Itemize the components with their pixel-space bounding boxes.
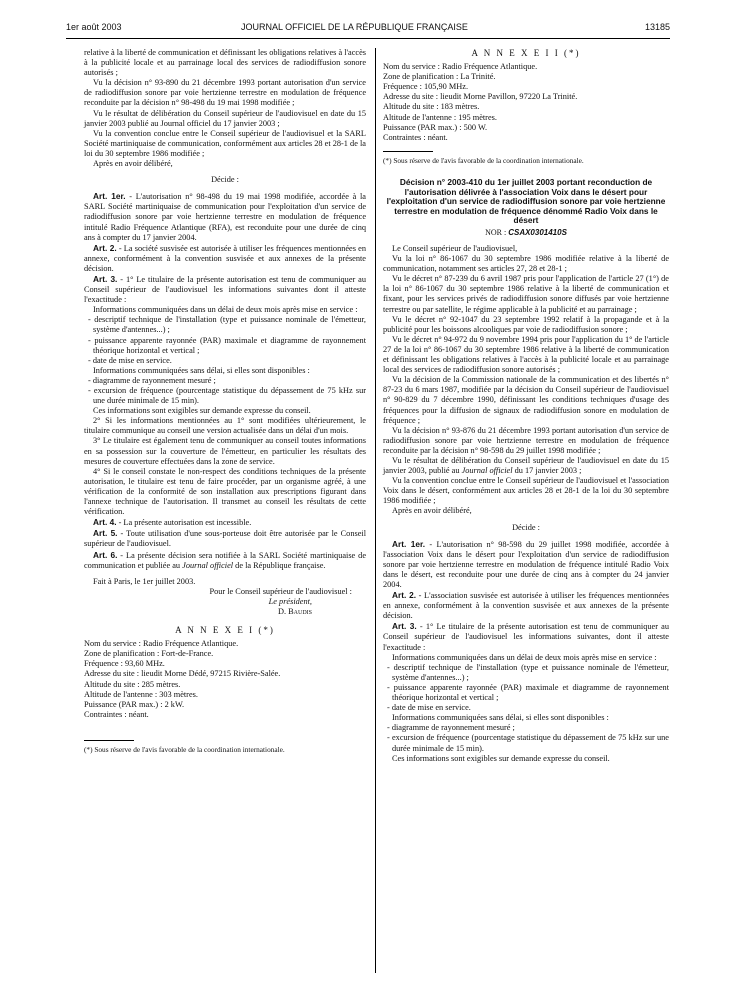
article-text: - L'autorisation n° 98-498 du 19 mai 1998 modifiée, accordée à la SARL Société martiniquaise de communication pour l'exploitation d'un service de radiodiffusion sonore par voie hertzienne terrestre en modulation de fréquence intitulé Radio Fréquence Atlantique (RFA), est reconduite pour une durée de cinq ans à compter du 17 janvier 2004. xyxy=(84,192,366,242)
list-item: - puissance apparente rayonnée (PAR) maximale et diagramme de rayonnement théorique horizontal et vertical ; xyxy=(387,682,669,703)
journal-officiel-ref: Journal officiel xyxy=(182,560,234,570)
list-item: - date de mise en service. xyxy=(88,355,172,365)
body-paragraph: Ces informations sont exigibles sur demande expresse du conseil. xyxy=(93,406,311,416)
footnote-rule xyxy=(84,740,134,741)
list-item: - puissance apparente rayonnée (PAR) maximale et diagramme de rayonnement théorique horizontal et vertical ; xyxy=(88,335,366,355)
body-paragraph: 4° Si le conseil constate le non-respect des conditions techniques de la présente autorisation, le titulaire est tenu de faire procéder, par un organisme agréé, à une vérification de la conformité de son installation aux prescriptions figurant dans l'annexe technique de l'autorisation. Il transmet au conseil les résultats de cette vérification. xyxy=(84,466,366,517)
annex-line: Altitude du site : 183 mètres. xyxy=(383,102,480,112)
intro-paragraph: relative à la liberté de communication et définissant les obligations relatives à l'accès à la publicité locale et au parrainage local des services de radiodiffusion sonore autorisés ; xyxy=(84,48,366,78)
article-label: Art. 3. xyxy=(93,273,118,284)
article-text: - La société susvisée est autorisée à utiliser les fréquences mentionnées en annexe, conformément à la convention susvisée et aux annexes de la présente décision. xyxy=(84,243,366,273)
left-column xyxy=(84,48,366,755)
article-label: Art. 1er. xyxy=(392,538,426,549)
signature-authority: Pour le Conseil supérieur de l'audiovisuel : xyxy=(209,586,352,596)
annex-line: Adresse du site : lieudit Morne Pavillon, 97220 La Trinité. xyxy=(383,92,578,102)
visa-paragraph: Vu le décret n° 92-1047 du 23 septembre 1992 relatif à la propagande et à la publicité pour les boissons alcooliques par voie de radiodiffusion sonore ; xyxy=(383,314,669,334)
column-divider xyxy=(375,48,376,973)
intro-paragraph: Vu la convention conclue entre le Conseil supérieur de l'audiovisuel et la SARL Société martiniquaise de communication, conformément aux articles 28 et 28-1 de la loi du 30 septembre 1986 modifiée ; xyxy=(84,128,366,158)
article-label: Art. 1er. xyxy=(93,191,126,202)
article-label: Art. 4. xyxy=(93,517,117,528)
article-text: - 1° Le titulaire de la présente autorisation est tenu de communiquer au Conseil supérieur de l'audiovisuel les informations suivantes dont il atteste l'exactitude : xyxy=(84,274,367,305)
right-column xyxy=(383,48,669,764)
nor-label: NOR : xyxy=(485,227,509,237)
intro-paragraph: Vu le résultat de délibération du Conseil supérieur de l'audiovisuel en date du 15 janvier 2003 publié au Journal officiel du 17 janvier 2003 ; xyxy=(84,108,366,128)
info-heading: Informations communiquées dans un délai de deux mois après mise en service : xyxy=(392,652,657,662)
body-paragraph: 2° Si les informations mentionnées au 1° sont modifiées ultérieurement, le titulaire communique au conseil une version actualisée dans un délai d'un mois. xyxy=(84,416,366,436)
list-item: - descriptif technique de l'installation (type et puissance nominale de l'émetteur, système d'antennes...) ; xyxy=(387,662,669,682)
annex-line: Altitude du site : 285 mètres. xyxy=(84,679,181,689)
article-label: Art. 2. xyxy=(93,242,117,253)
visa-text: du 17 janvier 2003 ; xyxy=(512,466,582,476)
annex-line: Zone de planification : La Trinité. xyxy=(383,72,496,82)
annex-line: Nom du service : Radio Fréquence Atlantique. xyxy=(383,62,538,72)
list-item: - date de mise en service. xyxy=(387,703,471,713)
header-page-number: 13185 xyxy=(644,22,670,32)
page-header xyxy=(66,22,670,38)
nor-code: CSAX0301410S xyxy=(508,227,567,237)
annex-line: Altitude de l'antenne : 195 mètres. xyxy=(383,112,497,122)
body-paragraph: Ces informations sont exigibles sur demande expresse du conseil. xyxy=(392,753,610,763)
decide-heading: Décide : xyxy=(512,522,540,532)
visa-paragraph: Vu la convention conclue entre le Conseil supérieur de l'audiovisuel et l'association Voix dans le désert, conformément aux articles 28 et 28-1 de la loi du 30 septembre 1986 modifiée ; xyxy=(383,476,669,506)
annex-details xyxy=(84,639,366,720)
footnote: (*) Sous réserve de l'avis favorable de la coordination internationale. xyxy=(383,155,584,165)
signature-place-date: Fait à Paris, le 1er juillet 2003. xyxy=(93,576,196,586)
article-label: Art. 5. xyxy=(93,528,118,539)
header-rule xyxy=(66,38,670,39)
article-text: - Toute utilisation d'une sous-porteuse doit être autorisée par le Conseil supérieur de l'audiovisuel. xyxy=(84,529,366,549)
article-text: - L'association susvisée est autorisée à utiliser les fréquences mentionnées en annexe, conformément à la convention susvisée et aux annexes de la présente décision. xyxy=(383,591,670,621)
visa-paragraph: Vu la décision de la Commission nationale de la communication et des libertés n° 87-23 du 6 mars 1987, modifiée par la décision du Conseil supérieur de l'audiovisuel n° 90-829 du 7 décembre 1990, définissant les conditions techniques d'usage des fréquences pour la diffusion de signaux de radiodiffusion sonore en modulation de fréquence ; xyxy=(383,375,669,425)
visa-paragraph: Vu la décision n° 93-876 du 21 décembre 1993 portant autorisation d'un service de radiodiffusion sonore par voie hertzienne terrestre en modulation de fréquence reconduite par la décision n° 98-598 du 29 juillet 1998 modifiée ; xyxy=(383,425,669,455)
decision-title: Décision n° 2003-410 du 1er juillet 2003 portant reconduction de l'autorisation délivrée à l'association Voix dans le désert pour l'exploitation d'un service de radiodiffusion sonore par voie hertzienne terrestre en modulation de fréquence dénommé Radio Voix dans le désert xyxy=(386,176,666,226)
visa-paragraph: Vu le décret n° 87-239 du 6 avril 1987 pris pour l'application de l'article 27 (1°) de la loi n° 86-1067 du 30 septembre 1986 relative à la liberté de communication et fixant, pour les services privés de radiodiffusion sonore diffusés par voie hertzienne terrestre ou par satellite, le régime applicable à la publicité et au parrainage ; xyxy=(383,274,669,314)
apres-paragraph: Après en avoir délibéré, xyxy=(392,506,472,516)
nor-reference xyxy=(383,228,669,238)
header-date: 1er août 2003 xyxy=(66,22,122,32)
annex-details xyxy=(383,62,669,143)
intro-paragraph: Vu la décision n° 93-890 du 21 décembre 1993 portant autorisation d'un service de radiodiffusion sonore par voie hertzienne terrestre en modulation de fréquence reconduite par la décision n° 98-498 du 19 mai 1998 modifiée ; xyxy=(84,78,366,108)
annex-line: Contraintes : néant. xyxy=(84,709,149,719)
list-item: - descriptif technique de l'installation (type et puissance nominale de l'émetteur, système d'antennes...) ; xyxy=(88,315,366,335)
article-text: - 1° Le titulaire de la présente autorisation est tenu de communiquer au Conseil supérieur de l'audiovisuel les informations suivantes, dont il atteste l'exactitude : xyxy=(383,622,670,652)
list-item: - diagramme de rayonnement mesuré ; xyxy=(387,723,515,733)
article-text: de la République française. xyxy=(233,560,326,570)
info-heading: Informations communiquées sans délai, si elles sont disponibles : xyxy=(392,713,609,723)
visa-paragraph: Vu le décret n° 94-972 du 9 novembre 1994 pris pour l'application du 1° de l'article 27 de la loi n° 86-1067 du 30 septembre 1986 relative à la liberté de communication et définissant les obligations relatives à l'accès à la publicité locale et au parrainage local des services de radiodiffusion sonore autorisés ; xyxy=(383,334,669,375)
annex-title: A N N E X E I (*) xyxy=(175,625,275,636)
header-journal-title: JOURNAL OFFICIEL DE LA RÉPUBLIQUE FRANÇAISE xyxy=(241,22,468,32)
article-text: - L'autorisation n° 98-598 du 29 juillet 1998 modifiée, accordée à l'association Voix dans le désert pour l'exploitation d'un service de radiodiffusion sonore par voie hertzienne terrestre en modulation de fréquence intitulé Radio Voix dans le désert, est reconduite pour une durée de cinq ans à compter du 24 janvier 2004. xyxy=(383,539,669,589)
annex-line: Contraintes : néant. xyxy=(383,132,448,142)
annex-line: Nom du service : Radio Fréquence Atlantique. xyxy=(84,639,239,649)
article-label: Art. 2. xyxy=(392,590,417,601)
info-heading: Informations communiquées sans délai, si elles sont disponibles : xyxy=(93,365,310,375)
body-paragraph: 3° Le titulaire est également tenu de communiquer au conseil toutes informations en sa possession sur la couverture de l'émetteur, en particulier les résultats des mesures de couverture effectuées dans la zone de service. xyxy=(84,436,366,466)
annex-line: Fréquence : 105,90 MHz. xyxy=(383,82,469,92)
visa-paragraph xyxy=(383,456,669,476)
info-heading: Informations communiquées dans un délai de deux mois après mise en service : xyxy=(93,305,358,315)
decide-heading: Décide : xyxy=(211,175,239,185)
article-label: Art. 6. xyxy=(93,549,118,560)
annex-title: A N N E X E I I (*) xyxy=(471,48,581,58)
list-item: - diagramme de rayonnement mesuré ; xyxy=(88,375,216,385)
visa-text: Vu le résultat de délibération du Conseil supérieur de l'audiovisuel en date du 15 janvier 2003, publié au xyxy=(383,455,669,476)
signature-name: D. Baudis xyxy=(277,606,312,616)
footnote-rule xyxy=(383,151,433,152)
annex-line: Puissance (PAR max.) : 500 W. xyxy=(383,122,488,132)
annex-line: Zone de planification : Fort-de-France. xyxy=(84,649,214,659)
footnote: (*) Sous réserve de l'avis favorable de la coordination internationale. xyxy=(84,744,285,754)
annex-line: Puissance (PAR max.) : 2 kW. xyxy=(84,699,185,709)
list-item: - excursion de fréquence (pourcentage statistique du dépassement de 75 kHz sur une durée minimale de 15 min). xyxy=(88,386,366,406)
list-item: - excursion de fréquence (pourcentage statistique du dépassement de 75 kHz sur une durée minimale de 15 min). xyxy=(387,733,669,753)
visa-paragraph: Vu la loi n° 86-1067 du 30 septembre 1986 modifiée relative à la liberté de communication, notamment ses articles 27, 28 et 28-1 ; xyxy=(383,254,669,274)
annex-line: Altitude de l'antenne : 303 mètres. xyxy=(84,689,198,699)
intro-paragraph: Après en avoir délibéré, xyxy=(93,159,173,169)
annex-line: Fréquence : 93,60 MHz. xyxy=(84,659,165,669)
signature-title: Le président, xyxy=(268,596,312,606)
visa-paragraph: Le Conseil supérieur de l'audiovisuel, xyxy=(392,244,518,253)
article-text: - La présente décision sera notifiée à la SARL Société martiniquaise de communication et publiée au xyxy=(84,550,367,570)
journal-officiel-ref: Journal officiel xyxy=(461,466,513,476)
article-label: Art. 3. xyxy=(392,621,417,632)
article-text: - La présente autorisation est incessible. xyxy=(116,518,252,528)
annex-line: Adresse du site : lieudit Morne Dédé, 97215 Rivière-Salée. xyxy=(84,669,281,679)
